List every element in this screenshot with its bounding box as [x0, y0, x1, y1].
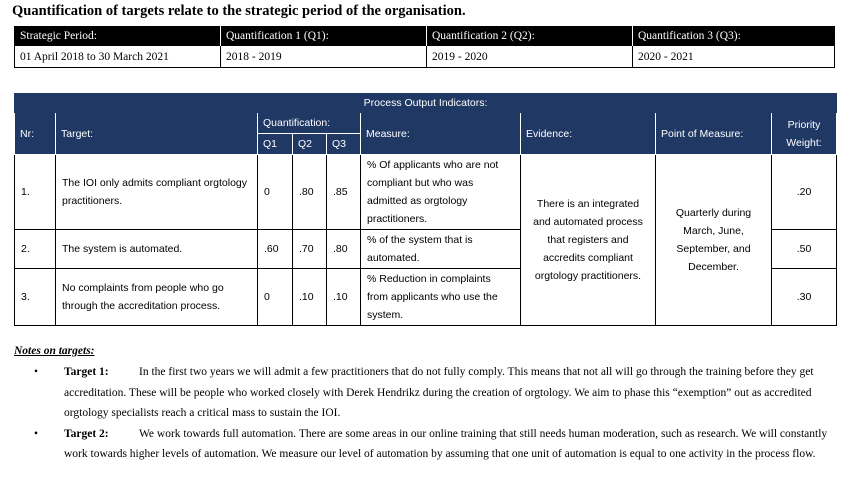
point-of-measure-cell: Quarterly during March, June, September, and December. [656, 155, 772, 326]
row-1-measure: % Of applicants who are not compliant but who was admitted as orgtology practitioners. [361, 155, 521, 230]
row-2-q1: .60 [258, 230, 293, 269]
row-3-measure: % Reduction in complaints from applicants who use the system. [361, 269, 521, 326]
bullet-icon: • [34, 366, 39, 378]
row-3-weight: .30 [772, 269, 837, 326]
note-text: In the first two years we will admit a few practitioners that do not fully comply. This means that not all will go through the training before they get accreditation. These will be people who worked closely with Derek Hendrikz during the creation of orgtology. We aim to phase this “exemption” out as accredited orgtology specialists reach a critical mass to sustain the IOI. [64, 366, 814, 419]
page-title: Quantification of targets relate to the strategic period of the organisation. [12, 3, 466, 19]
header-point-of-measure: Point of Measure: [656, 113, 772, 155]
bullet-icon: • [34, 427, 39, 440]
period-header-q2: Quantification 2 (Q2): [427, 26, 633, 46]
header-q2: Q2 [293, 134, 327, 155]
row-3-q3: .10 [327, 269, 361, 326]
header-nr: Nr: [15, 113, 56, 155]
row-3-nr: 3. [15, 269, 56, 326]
indicators-banner: Process Output Indicators: [15, 94, 837, 113]
period-header-q3: Quantification 3 (Q3): [633, 26, 835, 46]
evidence-cell: There is an integrated and automated process that registers and accredits compliant orgtology practitioners. [521, 155, 656, 326]
row-1-target: The IOI only admits compliant orgtology practitioners. [56, 155, 258, 230]
note-label: Target 1: [64, 366, 109, 378]
row-2-nr: 2. [15, 230, 56, 269]
row-3-q1: 0 [258, 269, 293, 326]
period-value-q2: 2019 - 2020 [427, 46, 633, 68]
header-q1: Q1 [258, 134, 293, 155]
header-row-1 [15, 113, 837, 134]
row-1-q3: .85 [327, 155, 361, 230]
header-target: Target: [56, 113, 258, 155]
note-text: We work towards full automation. There are some areas in our online training that still needs human moderation, such as research. We will constantly work towards higher levels of automation. We measure our level of automation by assuming that one unit of automation is equal to one activity in the process flow. [64, 427, 828, 460]
notes-title: Notes on targets: [14, 345, 95, 357]
row-1-weight: .20 [772, 155, 837, 230]
period-header-row [15, 26, 835, 46]
row-2-target: The system is automated. [56, 230, 258, 269]
header-q3: Q3 [327, 134, 361, 155]
note-target-1 [14, 362, 836, 424]
period-value-strategic: 01 April 2018 to 30 March 2021 [15, 46, 221, 68]
period-value-q1: 2018 - 2019 [221, 46, 427, 68]
row-1-q2: .80 [293, 155, 327, 230]
period-value-q3: 2020 - 2021 [633, 46, 835, 68]
row-3-q2: .10 [293, 269, 327, 326]
process-output-indicators-table [14, 93, 837, 326]
strategic-period-table [14, 26, 835, 68]
note-target-2 [14, 424, 836, 465]
row-2-q3: .80 [327, 230, 361, 269]
row-2-q2: .70 [293, 230, 327, 269]
banner-row [15, 94, 837, 113]
header-quantification: Quantification: [258, 113, 361, 134]
period-header-strategic: Strategic Period: [15, 26, 221, 46]
row-3-target: No complaints from people who go through the accreditation process. [56, 269, 258, 326]
table-row [15, 155, 837, 230]
header-priority-weight: Priority Weight: [772, 113, 837, 155]
note-label: Target 2: [64, 427, 109, 440]
period-value-row [15, 46, 835, 68]
header-evidence: Evidence: [521, 113, 656, 155]
row-1-nr: 1. [15, 155, 56, 230]
header-measure: Measure: [361, 113, 521, 155]
notes-section [14, 345, 836, 465]
row-1-q1: 0 [258, 155, 293, 230]
row-2-measure: % of the system that is automated. [361, 230, 521, 269]
row-2-weight: .50 [772, 230, 837, 269]
period-header-q1: Quantification 1 (Q1): [221, 26, 427, 46]
